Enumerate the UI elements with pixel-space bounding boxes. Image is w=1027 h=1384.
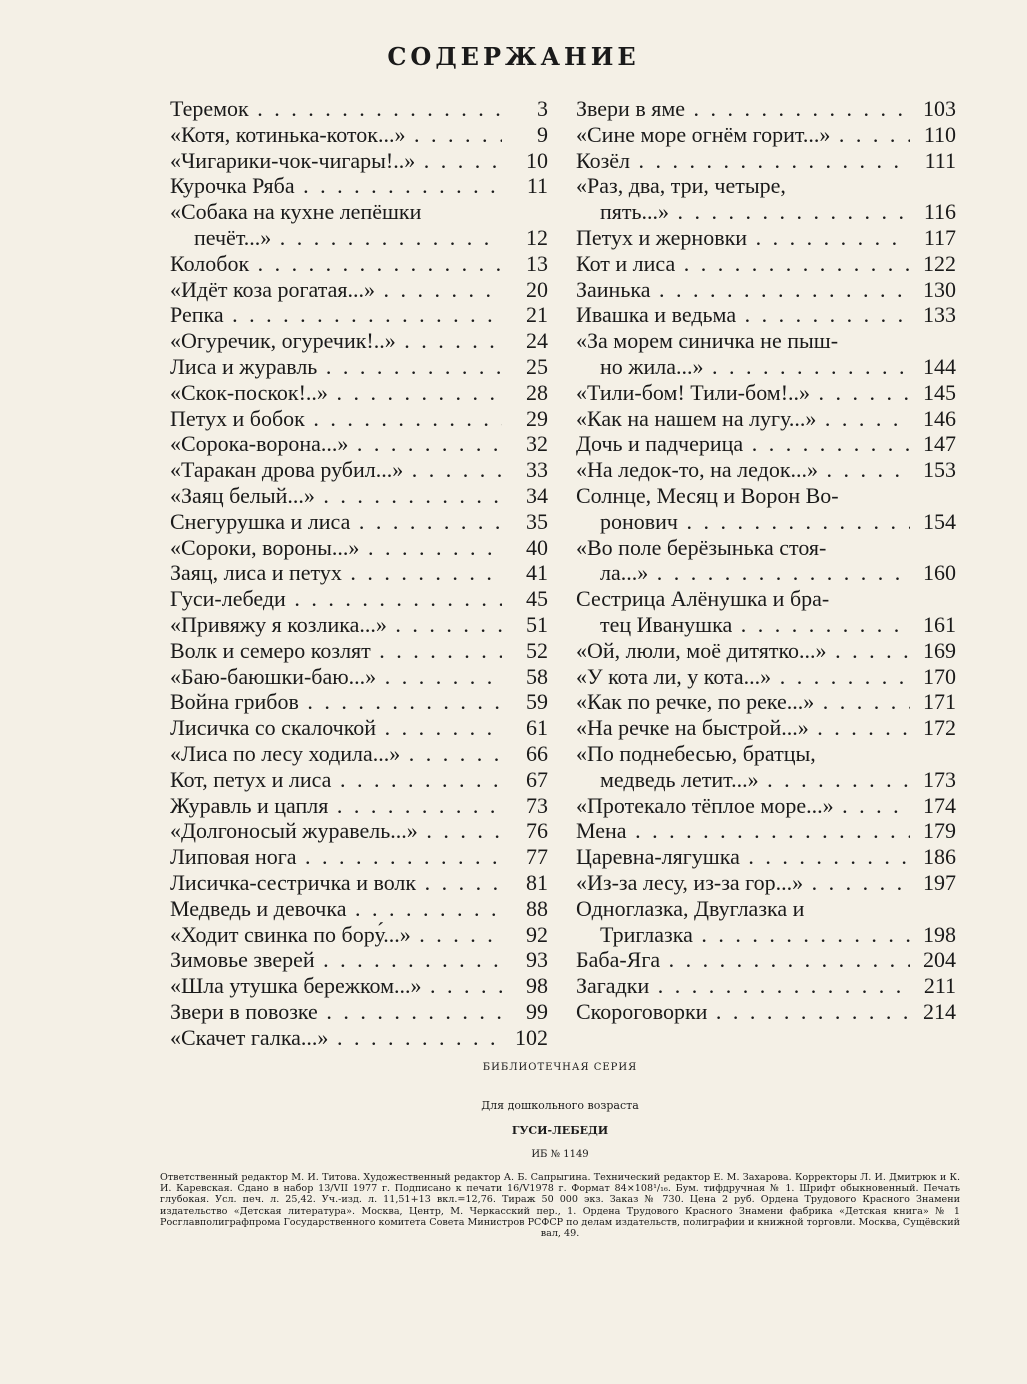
toc-entry [576, 122, 956, 148]
toc-entry-page: 9 [537, 121, 548, 147]
toc-entry-page: 154 [923, 508, 956, 534]
toc-entry-title [170, 277, 502, 303]
toc-entry-page: 20 [526, 276, 548, 302]
toc-entry [170, 302, 548, 328]
toc-entry-line: Гуси-лебеди [170, 586, 286, 612]
toc-entry [576, 689, 956, 715]
toc-entry-line: Колобок [170, 250, 250, 276]
toc-entry-page: 13 [526, 250, 548, 276]
toc-entry-line: «Ой, люли, моё дитятко...» [576, 637, 827, 663]
toc-entry-line: Заинька [576, 276, 651, 302]
toc-entry-title [170, 896, 502, 922]
toc-entry [576, 844, 956, 870]
toc-entry-line: «Сорока-ворона...» [170, 431, 349, 457]
toc-entry-title [576, 380, 910, 406]
toc-entry-title [170, 560, 502, 586]
imprint [160, 1062, 960, 1239]
toc-entry [170, 741, 548, 767]
toc-entry [576, 535, 956, 587]
toc-entry-page: 32 [526, 431, 548, 457]
toc-entry-page: 59 [526, 689, 548, 715]
toc-entry-title [576, 741, 910, 793]
toc-entry-page: 130 [923, 276, 956, 302]
toc-entry-title [170, 715, 502, 741]
toc-entry-line: «Шла утушка бережком...» [170, 973, 422, 999]
toc-entry-title [170, 947, 502, 973]
toc-entry-line: «Из-за лесу, из-за гор...» [576, 869, 804, 895]
toc-entry-line: Ивашка и ведьма [576, 302, 737, 328]
toc-entry [170, 664, 548, 690]
toc-entry-line: ронович . . . [576, 509, 910, 535]
toc-entry-page: 160 [923, 560, 956, 586]
toc-entry [170, 818, 548, 844]
toc-entry-title [170, 689, 502, 715]
toc-entry-title [170, 638, 502, 664]
toc-entry [576, 277, 956, 303]
toc-entry-title [576, 844, 910, 870]
toc-entry [170, 922, 548, 948]
toc-entry-page: 35 [526, 508, 548, 534]
toc-entry-page: 153 [923, 457, 956, 483]
toc-entry-page: 66 [526, 740, 548, 766]
toc-entry [576, 870, 956, 896]
toc-entry-line: «Скачет галка...» [170, 1024, 329, 1050]
toc-entry-title [170, 870, 502, 896]
age-label: Для дошкольного возраста [481, 1099, 639, 1112]
toc-entry-title [576, 122, 910, 148]
toc-entry-line: Петух и бобок [170, 405, 305, 431]
toc-entry-page: 29 [526, 405, 548, 431]
toc-entry [576, 431, 956, 457]
toc-entry [170, 406, 548, 432]
toc-entry-line: «Лиса по лесу ходила...» [170, 740, 401, 766]
toc-entry-title [170, 483, 502, 509]
toc-entry-line: Сестрица Алёнушка и бра- [576, 586, 830, 612]
toc-entry [170, 431, 548, 457]
toc-entry [576, 999, 956, 1025]
toc-entry-line: «На ледок-то, на ледок...» [576, 457, 819, 483]
toc-entry-page: 93 [526, 947, 548, 973]
toc-entry-line: «Огуречик, огуречик!..» [170, 328, 396, 354]
toc-entry-page: 103 [923, 96, 956, 121]
toc-entry-line: Кот и лиса [576, 250, 676, 276]
toc-entry-title [170, 922, 502, 948]
toc-entry-line: «Привяжу я козлика...» [170, 611, 387, 637]
toc-entry-line: Зимовье зверей [170, 947, 315, 973]
toc-entry-page: 172 [923, 715, 956, 741]
toc-entry-page: 45 [526, 586, 548, 612]
toc-entry-title [576, 586, 910, 638]
toc-entry-title [576, 225, 910, 251]
toc-entry-page: 24 [526, 328, 548, 354]
toc-entry-page: 98 [526, 973, 548, 999]
toc-entry [576, 483, 956, 535]
toc-entry-line: Баба-Яга [576, 947, 661, 973]
toc-entry [170, 844, 548, 870]
toc-entry-page: 28 [526, 379, 548, 405]
toc-entry-page: 61 [526, 715, 548, 741]
toc-entry [576, 586, 956, 638]
toc-entry-line: Солнце, Месяц и Ворон Во- [576, 482, 839, 508]
toc-entry-line: медведь летит...» . . . [576, 767, 910, 793]
toc-entry [576, 973, 956, 999]
toc-entry-page: 77 [526, 844, 548, 870]
toc-entry [170, 148, 548, 174]
toc-entry-page: 34 [526, 482, 548, 508]
toc-entry [170, 380, 548, 406]
toc-entry-page: 3 [537, 96, 548, 121]
toc-entry-title [576, 173, 910, 225]
toc-entry [170, 560, 548, 586]
toc-entry-title [576, 277, 910, 303]
toc-entry [170, 767, 548, 793]
toc-entry-line: «Котя, котинька-коток...» [170, 121, 406, 147]
toc-entry [170, 973, 548, 999]
toc-entry-title [576, 251, 910, 277]
toc-entry-title [170, 999, 502, 1025]
toc-entry-title [576, 457, 910, 483]
toc-entry-title [576, 973, 910, 999]
toc-entry-line: «Ходит свинка по бору́...» [170, 921, 411, 947]
toc-entry-line: Кот, петух и лиса [170, 766, 332, 792]
toc-right-column [576, 96, 956, 1025]
toc-entry [170, 277, 548, 303]
toc-entry [170, 96, 548, 122]
toc-entry-title [576, 870, 910, 896]
toc-entry [170, 483, 548, 509]
toc-entry-line: Липовая нога [170, 844, 297, 870]
toc-entry-title [170, 612, 502, 638]
toc-entry-title [170, 431, 502, 457]
toc-entry-title [170, 251, 502, 277]
toc-entry-line: Курочка Ряба [170, 173, 295, 199]
toc-entry-line: Снегурушка и лиса [170, 508, 351, 534]
toc-entry-title [170, 328, 502, 354]
toc-entry-line: «У кота ли, у кота...» [576, 663, 772, 689]
toc-entry-line: но жила...» . . . [576, 354, 910, 380]
toc-entry-page: 92 [526, 921, 548, 947]
toc-entry-title [170, 122, 502, 148]
toc-entry [170, 535, 548, 561]
toc-entry-page: 33 [526, 457, 548, 483]
toc-entry-line: Мена [576, 818, 627, 844]
toc-entry [170, 870, 548, 896]
toc-entry-line: «Таракан дрова рубил...» [170, 457, 404, 483]
toc-entry [170, 715, 548, 741]
toc-entry-title [170, 302, 502, 328]
toc-entry-title [170, 1025, 502, 1051]
toc-entry-page: 173 [923, 766, 956, 792]
toc-entry-title [576, 302, 910, 328]
toc-entry-line: «Сороки, вороны...» [170, 534, 360, 560]
toc-entry-line: «Чигарики-чок-чигары!..» [170, 147, 416, 173]
toc-entry-page: 10 [526, 147, 548, 173]
toc-entry-page: 197 [923, 869, 956, 895]
toc-entry-line: «Протекало тёплое море...» [576, 792, 834, 818]
toc-entry-title [170, 844, 502, 870]
toc-entry-line: Заяц, лиса и петух [170, 560, 342, 586]
toc-entry-line: «Раз, два, три, четыре, [576, 173, 786, 199]
toc-entry-line: Медведь и девочка [170, 895, 347, 921]
toc-entry-page: 179 [923, 818, 956, 844]
toc-entry [576, 715, 956, 741]
toc-entry-title [576, 793, 910, 819]
toc-left-column [170, 96, 548, 1050]
toc-entry-title [576, 328, 910, 380]
toc-entry [170, 793, 548, 819]
toc-entry [576, 818, 956, 844]
toc-entry [576, 896, 956, 948]
toc-entry-page: 25 [526, 353, 548, 379]
toc-entry-title [170, 96, 502, 122]
toc-entry [576, 457, 956, 483]
toc-entry-page: 174 [923, 792, 956, 818]
toc-entry-page: 81 [526, 869, 548, 895]
toc-entry-line: Царевна-лягушка [576, 844, 740, 870]
toc-entry-line: Дочь и падчерица [576, 431, 744, 457]
toc-entry-title [170, 199, 502, 251]
toc-entry-page: 147 [923, 431, 956, 457]
toc-entry-page: 170 [923, 663, 956, 689]
toc-entry-page: 102 [515, 1024, 548, 1050]
toc-entry [170, 122, 548, 148]
toc-entry-title [576, 148, 910, 174]
toc-entry-line: Козёл [576, 147, 631, 173]
toc-entry [576, 302, 956, 328]
toc-entry [576, 638, 956, 664]
toc-entry-title [170, 380, 502, 406]
toc-entry-line: «Заяц белый...» [170, 482, 315, 508]
toc-entry-page: 144 [923, 353, 956, 379]
toc-entry-title [170, 354, 502, 380]
toc-entry-line: ла...» . . . [576, 560, 910, 586]
toc-entry-page: 161 [923, 611, 956, 637]
toc-entry-title [576, 999, 910, 1025]
toc-entry-page: 214 [923, 998, 956, 1024]
toc-entry-page: 116 [923, 199, 956, 225]
toc-entry-line: печёт...» . . . [170, 225, 502, 251]
toc-entry-page: 169 [923, 637, 956, 663]
toc-entry-page: 51 [526, 611, 548, 637]
toc-entry [170, 586, 548, 612]
toc-entry-page: 76 [526, 818, 548, 844]
toc-entry-title [170, 535, 502, 561]
toc-entry-line: тец Иванушка . . . [576, 612, 910, 638]
toc-entry-page: 73 [526, 792, 548, 818]
toc-entry-title [170, 741, 502, 767]
toc-entry-page: 12 [526, 224, 548, 250]
toc-entry-title [170, 664, 502, 690]
toc-entry-title [576, 431, 910, 457]
toc-entry [576, 664, 956, 690]
toc-entry-line: Загадки [576, 973, 650, 999]
toc-entry-line: Лиса и журавль [170, 353, 318, 379]
toc-entry-title [170, 793, 502, 819]
toc-entry [170, 328, 548, 354]
toc-entry-title [170, 586, 502, 612]
book-title: ГУСИ-ЛЕБЕДИ [511, 1124, 609, 1137]
toc-entry-title [170, 173, 502, 199]
toc-entry [576, 251, 956, 277]
toc-entry-page: 146 [923, 405, 956, 431]
toc-entry-line: Скороговорки [576, 998, 708, 1024]
toc-entry-line: Лисичка со скалочкой [170, 715, 377, 741]
toc-entry-page: 11 [526, 173, 548, 199]
toc-entry-page: 204 [923, 947, 956, 973]
toc-entry-page: 145 [923, 379, 956, 405]
toc-entry-page: 117 [923, 224, 956, 250]
toc-entry [170, 509, 548, 535]
toc-entry-line: Волк и семеро козлят [170, 637, 371, 663]
toc-entry-title [170, 457, 502, 483]
toc-entry-title [170, 767, 502, 793]
toc-entry [170, 689, 548, 715]
toc-entry-line: Одноглазка, Двуглазка и [576, 895, 805, 921]
toc-entry-title [576, 638, 910, 664]
toc-entry-title [576, 406, 910, 432]
toc-entry [170, 173, 548, 199]
toc-entry [170, 999, 548, 1025]
toc-entry-page: 88 [526, 895, 548, 921]
page-title: СОДЕРЖАНИЕ [387, 42, 640, 71]
toc-entry [576, 148, 956, 174]
toc-entry-page: 40 [526, 534, 548, 560]
toc-entry [576, 96, 956, 122]
toc-entry [170, 457, 548, 483]
toc-entry-title [576, 664, 910, 690]
toc-entry-line: Лисичка-сестричка и волк [170, 869, 417, 895]
toc-entry-line: «Долгоносый журавель...» [170, 818, 418, 844]
toc-entry-page: 111 [924, 147, 956, 173]
toc-entry-line: Звери в повозке [170, 998, 318, 1024]
toc-entry-title [576, 96, 910, 122]
toc-entry [170, 354, 548, 380]
toc-entry-page: 21 [526, 302, 548, 328]
toc-entry-line: Триглазка . . . [576, 922, 910, 948]
toc-entry [576, 793, 956, 819]
toc-entry [170, 251, 548, 277]
toc-entry-page: 52 [526, 637, 548, 663]
toc-entry-line: «Идёт коза рогатая...» [170, 276, 375, 302]
toc-entry-title [576, 818, 910, 844]
toc-entry [170, 1025, 548, 1051]
toc-entry-title [170, 509, 502, 535]
toc-entry-line: Петух и жерновки [576, 224, 748, 250]
toc-entry [170, 947, 548, 973]
toc-entry-title [576, 715, 910, 741]
toc-entry-line: Теремок [170, 96, 249, 121]
series-label: БИБЛИОТЕЧНАЯ СЕРИЯ [482, 1062, 638, 1073]
imprint-details: Ответственный редактор М. И. Титова. Художественный редактор А. Б. Сапрыгина. Технический редактор Е. М. Захарова. Корректоры Л. И. Дмитрюк и К. И. Каревская. Сдано в набор 13/VII 1977 г. Подписано к печати 16/V1978 г. Формат 84×108¹/₁₆. Бум. тифдручная № 1. Шрифт обыкновенный. Печать глубокая. Усл. печ. л. 25,42. Уч.-изд. л. 11,51+13 вкл.=12,76. Тираж 50 000 экз. Заказ № 730. Цена 2 руб. Ордена Трудового Красного Знамени издательство «Детская литература». Москва, Центр, М. Черкасский пер., 1. Ордена Трудового Красного Знамени фабрика «Детская книга» № 1 Росглавполиграфпрома Государственного комитета Совета Министров РСФСР по делам издательств, полиграфии и книжной торговли. Москва, Сущёвский вал, 49. [160, 1172, 960, 1240]
toc-entry-line: «Баю-баюшки-баю...» [170, 663, 377, 689]
toc-entry-title [170, 973, 502, 999]
toc-entry-page: 211 [923, 973, 956, 999]
toc-entry-line: Журавль и цапля [170, 792, 329, 818]
toc-entry-line: Война грибов [170, 689, 299, 715]
toc-entry-page: 198 [923, 921, 956, 947]
toc-entry-line: «Как по речке, по реке...» [576, 689, 815, 715]
ib-number: ИБ № 1149 [531, 1149, 589, 1160]
toc-entry-line: «Во поле берёзынька стоя- [576, 534, 827, 560]
toc-entry-line: «Тили-бом! Тили-бом!..» [576, 379, 811, 405]
toc-entry [170, 638, 548, 664]
toc-entry [576, 328, 956, 380]
toc-entry [170, 896, 548, 922]
toc-entry-line: «Как на нашем на лугу...» [576, 405, 817, 431]
toc-entry-page: 133 [923, 302, 956, 328]
toc-entry-page: 67 [526, 766, 548, 792]
toc-entry [576, 225, 956, 251]
toc-entry [576, 380, 956, 406]
toc-entry [170, 199, 548, 251]
toc-entry-line: «Собака на кухне лепёшки [170, 199, 422, 225]
toc-entry-page: 41 [526, 560, 548, 586]
toc-entry-page: 171 [923, 689, 956, 715]
toc-entry-title [170, 148, 502, 174]
toc-entry-line: «По поднебесью, братцы, [576, 740, 816, 766]
toc-entry-line: Репка [170, 302, 224, 328]
toc-entry-title [170, 406, 502, 432]
toc-entry-page: 110 [923, 121, 956, 147]
toc-entry [576, 406, 956, 432]
toc-entry-title [576, 535, 910, 587]
toc-entry-page: 186 [923, 844, 956, 870]
toc-entry-line: «На речке на быстрой...» [576, 715, 809, 741]
toc-entry-line: Звери в яме [576, 96, 686, 121]
toc-entry [576, 173, 956, 225]
toc-entry-page: 58 [526, 663, 548, 689]
toc-entry-page: 99 [526, 998, 548, 1024]
toc-entry [576, 741, 956, 793]
toc-entry-page: 122 [923, 250, 956, 276]
toc-entry-title [576, 896, 910, 948]
toc-entry-line: «За морем синичка не пыш- [576, 328, 839, 354]
toc-entry-line: «Сине море огнём горит...» [576, 121, 831, 147]
toc-entry-title [170, 818, 502, 844]
toc-entry [170, 612, 548, 638]
toc-entry-title [576, 483, 910, 535]
toc-entry-line: пять...» . . . [576, 199, 910, 225]
toc-entry-title [576, 947, 910, 973]
toc-entry [576, 947, 956, 973]
toc-entry-line: «Скок-поскок!..» [170, 379, 328, 405]
toc-entry-title [576, 689, 910, 715]
